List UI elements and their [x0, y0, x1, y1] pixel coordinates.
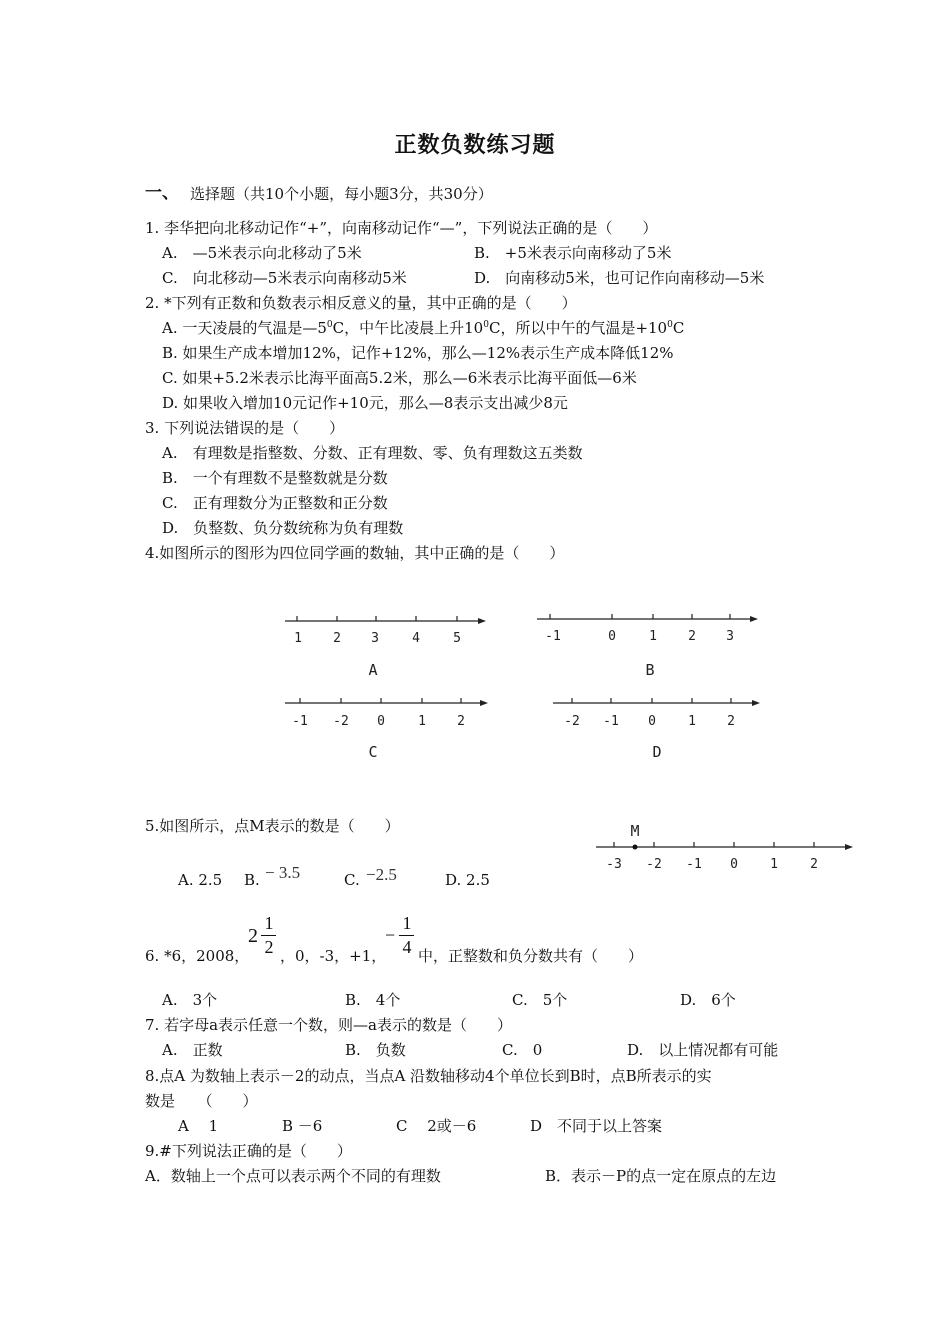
q2-option-d: D. 如果收入增加10元记作+10元，那么—8表示支出减少8元 — [162, 394, 568, 412]
figure-caption: A — [368, 661, 378, 679]
q9-option-a: A．数轴上一个点可以表示两个不同的有理数 — [145, 1167, 441, 1185]
q2-option-b: B. 如果生产成本增加12%，记作+12%，那么—12%表示生产成本降低12% — [162, 344, 674, 362]
degree-sup-3: 0 — [667, 320, 673, 330]
q6-stem-pre: 6. *6，2008， — [145, 947, 250, 965]
tick-label: 0 — [648, 714, 656, 729]
figure-caption: D — [652, 743, 662, 761]
figure-caption: B — [645, 661, 655, 679]
q6-stem-end: 中，正整数和负分数共有（ ） — [418, 947, 644, 965]
q3-option-d: D. 负整数、负分数统称为负有理数 — [162, 519, 404, 537]
q5-option-a: A. 2.5 — [178, 871, 223, 889]
mixed-number-numerator: 1 — [264, 913, 274, 933]
q2-a-mid: C，中午比凌晨上升10 — [332, 319, 484, 337]
tick-label: -3 — [606, 857, 622, 872]
q3-option-a: A. 有理数是指整数、分数、正有理数、零、负有理数这五类数 — [162, 444, 583, 462]
fraction-numerator: 1 — [402, 913, 412, 933]
number-line-b — [537, 614, 758, 679]
q7-option-c: C. 0 — [502, 1041, 543, 1059]
q2-a-end: C — [672, 319, 685, 337]
tick-label: 1 — [688, 714, 696, 729]
q6-option-d: D. 6个 — [680, 991, 736, 1009]
q8-option-b: B －6 — [282, 1117, 323, 1135]
number-line-a — [285, 616, 486, 679]
q7-option-d: D. 以上情况都有可能 — [627, 1041, 779, 1059]
q5-option-c-value: −2.5 — [366, 865, 397, 884]
tick-label: 1 — [770, 857, 778, 872]
q8-stem-line1: 8.点A 为数轴上表示－2的动点，当点A 沿数轴移动4个单位长到B时，点B所表示的实 — [145, 1067, 712, 1085]
degree-sup-2: 0 — [483, 320, 489, 330]
q5-stem: 5.如图所示，点M表示的数是（ ） — [145, 817, 400, 835]
tick-label: 2 — [810, 857, 818, 872]
section-heading: 选择题（共10个小题，每小题3分，共30分） — [190, 185, 493, 203]
tick-label: -1 — [545, 629, 561, 644]
number-line-q5 — [596, 822, 853, 872]
q8-stem-line2: 数是 （ ） — [145, 1092, 258, 1110]
page-title: 正数负数练习题 — [394, 132, 556, 158]
q5-option-d: D. 2.5 — [445, 871, 490, 889]
tick-label: 0 — [608, 629, 616, 644]
q2-a-pre: A. 一天凌晨的气温是—5 — [162, 319, 327, 337]
tick-label: 1 — [418, 714, 426, 729]
point-m-label: M — [630, 822, 640, 840]
q9-stem: 9.#下列说法正确的是（ ） — [145, 1142, 352, 1160]
q7-option-b: B. 负数 — [345, 1041, 406, 1059]
tick-label: -2 — [333, 714, 349, 729]
q6-option-b: B. 4个 — [345, 991, 401, 1009]
number-line-d — [553, 698, 760, 761]
figure-caption: C — [368, 743, 378, 761]
tick-label: 3 — [371, 631, 379, 646]
tick-label: -1 — [686, 857, 702, 872]
tick-label: 5 — [453, 631, 461, 646]
tick-label: 1 — [649, 629, 657, 644]
tick-label: -2 — [646, 857, 662, 872]
mixed-number-whole: 2 — [248, 925, 258, 947]
tick-label: 2 — [457, 714, 465, 729]
q6-option-c: C. 5个 — [512, 991, 568, 1009]
tick-label: 3 — [726, 629, 734, 644]
tick-label: -1 — [603, 714, 619, 729]
q3-stem: 3. 下列说法错误的是（ ） — [145, 419, 345, 437]
tick-label: -1 — [292, 714, 308, 729]
tick-label: 2 — [688, 629, 696, 644]
q9-option-b: B．表示－P的点一定在原点的左边 — [545, 1167, 777, 1185]
q3-option-c: C. 正有理数分为正整数和正分数 — [162, 494, 388, 512]
q2-a-mid2: C，所以中午的气温是+10 — [488, 319, 668, 337]
fraction-denominator: 4 — [402, 937, 412, 957]
tick-label: 4 — [412, 631, 420, 646]
q2-option-c: C. 如果+5.2米表示比海平面高5.2米，那么—6米表示比海平面低—6米 — [162, 369, 637, 387]
q6-option-a: A. 3个 — [162, 991, 218, 1009]
mixed-number-denominator: 2 — [264, 937, 274, 957]
degree-sup-1: 0 — [326, 320, 333, 330]
q8-option-a: A 1 — [178, 1117, 219, 1135]
section-number: 一、 — [145, 183, 179, 203]
q1-option-a: A. —5米表示向北移动了5米 — [162, 244, 362, 262]
q7-stem: 7. 若字母a表示任意一个数，则—a表示的数是（ ） — [145, 1016, 512, 1034]
q8-option-c: C 2或－6 — [396, 1117, 477, 1135]
tick-label: 0 — [377, 714, 385, 729]
q1-option-b: B. +5米表示向南移动了5米 — [474, 244, 672, 262]
tick-label: 2 — [333, 631, 341, 646]
q2-stem: 2. *下列有正数和负数表示相反意义的量，其中正确的是（ ） — [145, 294, 577, 312]
negative-sign: − — [385, 925, 396, 945]
q6-stem-mid: ，0，-3，+1， — [280, 947, 387, 965]
tick-label: 2 — [727, 714, 735, 729]
q8-option-d: D 不同于以上答案 — [530, 1117, 663, 1135]
tick-label: 1 — [294, 631, 302, 646]
point-m — [633, 845, 638, 850]
q1-option-d: D. 向南移动5米，也可记作向南移动—5米 — [474, 269, 765, 287]
tick-label: -2 — [564, 714, 580, 729]
tick-label: 0 — [730, 857, 738, 872]
q5-option-b-value: − 3.5 — [265, 863, 301, 882]
q5-option-b: B. — [244, 871, 260, 889]
q1-stem: 1. 李华把向北移动记作“+”，向南移动记作“—”，下列说法正确的是（ ） — [145, 219, 658, 237]
q4-stem: 4.如图所示的图形为四位同学画的数轴，其中正确的是（ ） — [145, 544, 565, 562]
q7-option-a: A. 正数 — [162, 1041, 223, 1059]
q1-option-c: C. 向北移动—5米表示向南移动5米 — [162, 269, 407, 287]
number-line-c — [285, 698, 488, 761]
q5-option-c: C. — [344, 871, 360, 889]
q3-option-b: B. 一个有理数不是整数就是分数 — [162, 469, 388, 487]
